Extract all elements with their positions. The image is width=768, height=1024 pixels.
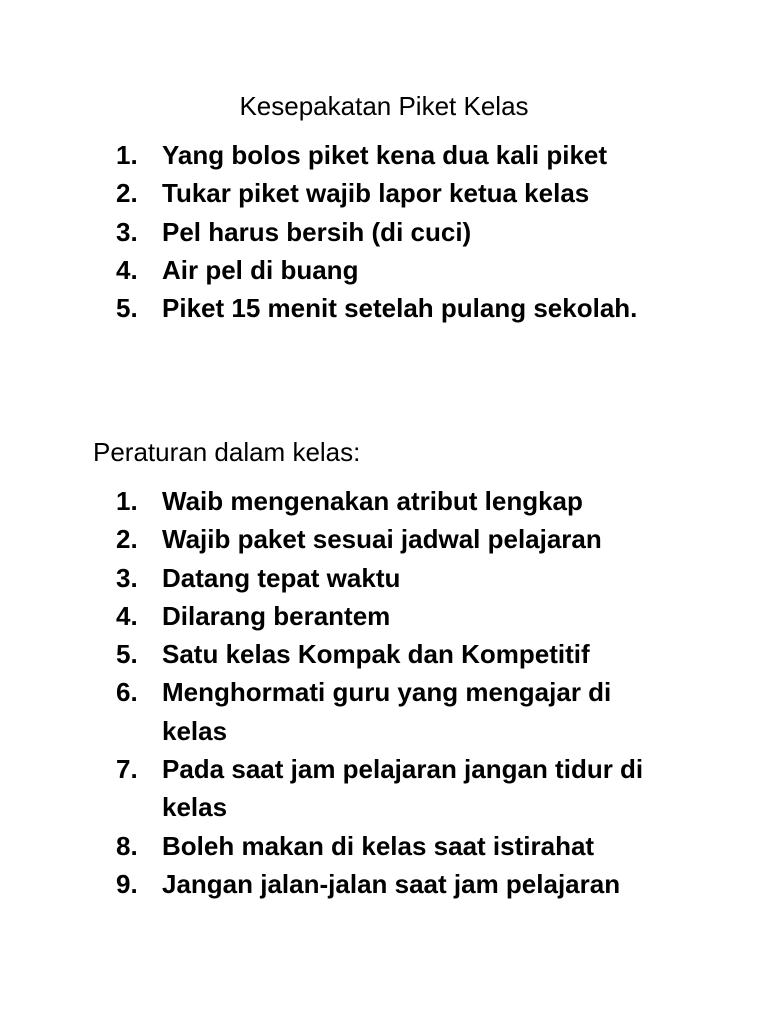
list-item-text: Pada saat jam pelajaran jangan tidur di kelas bbox=[162, 754, 644, 823]
list-item bbox=[0, 559, 662, 597]
list-item-text: Air pel di buang bbox=[162, 254, 359, 285]
list-item-text: Menghormati guru yang mengajar di kelas bbox=[162, 677, 612, 746]
list-item bbox=[0, 289, 662, 327]
list-item-text: Waib mengenakan atribut lengkap bbox=[162, 486, 583, 516]
list-item-text: Satu kelas Kompak dan Kompetitif bbox=[162, 639, 590, 670]
list-item bbox=[0, 635, 662, 673]
list-item bbox=[0, 482, 662, 520]
list-item bbox=[0, 750, 662, 827]
list-item-text: Tukar piket wajib lapor ketua kelas bbox=[162, 178, 590, 209]
list-item-number: 4. bbox=[116, 254, 138, 285]
list-item-text: Yang bolos piket kena dua kali piket bbox=[162, 140, 608, 170]
list-item-number: 8. bbox=[116, 830, 138, 861]
list-item-number: 1. bbox=[116, 140, 138, 170]
document-title: Kesepakatan Piket Kelas bbox=[239, 91, 529, 121]
piket-agreement-list bbox=[0, 136, 662, 327]
list-item-text: Pel harus bersih (di cuci) bbox=[162, 216, 472, 247]
list-item-number: 5. bbox=[116, 639, 138, 670]
list-item bbox=[0, 136, 662, 174]
list-item bbox=[0, 520, 662, 558]
list-item-number: 9. bbox=[116, 868, 138, 899]
list-item-number: 6. bbox=[116, 677, 138, 708]
list-item-number: 3. bbox=[116, 216, 138, 247]
list-item bbox=[0, 174, 662, 212]
list-item bbox=[0, 213, 662, 251]
list-item-number: 3. bbox=[116, 562, 138, 593]
list-item bbox=[0, 827, 662, 865]
list-item-text: Piket 15 menit setelah pulang sekolah. bbox=[162, 293, 638, 324]
list-item-text: Jangan jalan-jalan saat jam pelajaran bbox=[162, 868, 621, 899]
list-item-text: Datang tepat waktu bbox=[162, 562, 401, 593]
class-rules-list bbox=[0, 482, 662, 903]
list-item bbox=[0, 251, 662, 289]
rules-heading: Peraturan dalam kelas: bbox=[93, 437, 361, 467]
list-item bbox=[0, 865, 662, 903]
list-item-number: 1. bbox=[116, 486, 138, 516]
list-item-number: 2. bbox=[116, 524, 138, 555]
list-item-number: 4. bbox=[116, 600, 138, 631]
list-item bbox=[0, 597, 662, 635]
list-item bbox=[0, 673, 662, 750]
list-item-number: 7. bbox=[116, 754, 138, 785]
list-item-text: Wajib paket sesuai jadwal pelajaran bbox=[162, 524, 602, 555]
list-item-number: 2. bbox=[116, 178, 138, 209]
list-item-text: Boleh makan di kelas saat istirahat bbox=[162, 830, 595, 861]
list-item-number: 5. bbox=[116, 293, 138, 324]
list-item-text: Dilarang berantem bbox=[162, 600, 391, 631]
